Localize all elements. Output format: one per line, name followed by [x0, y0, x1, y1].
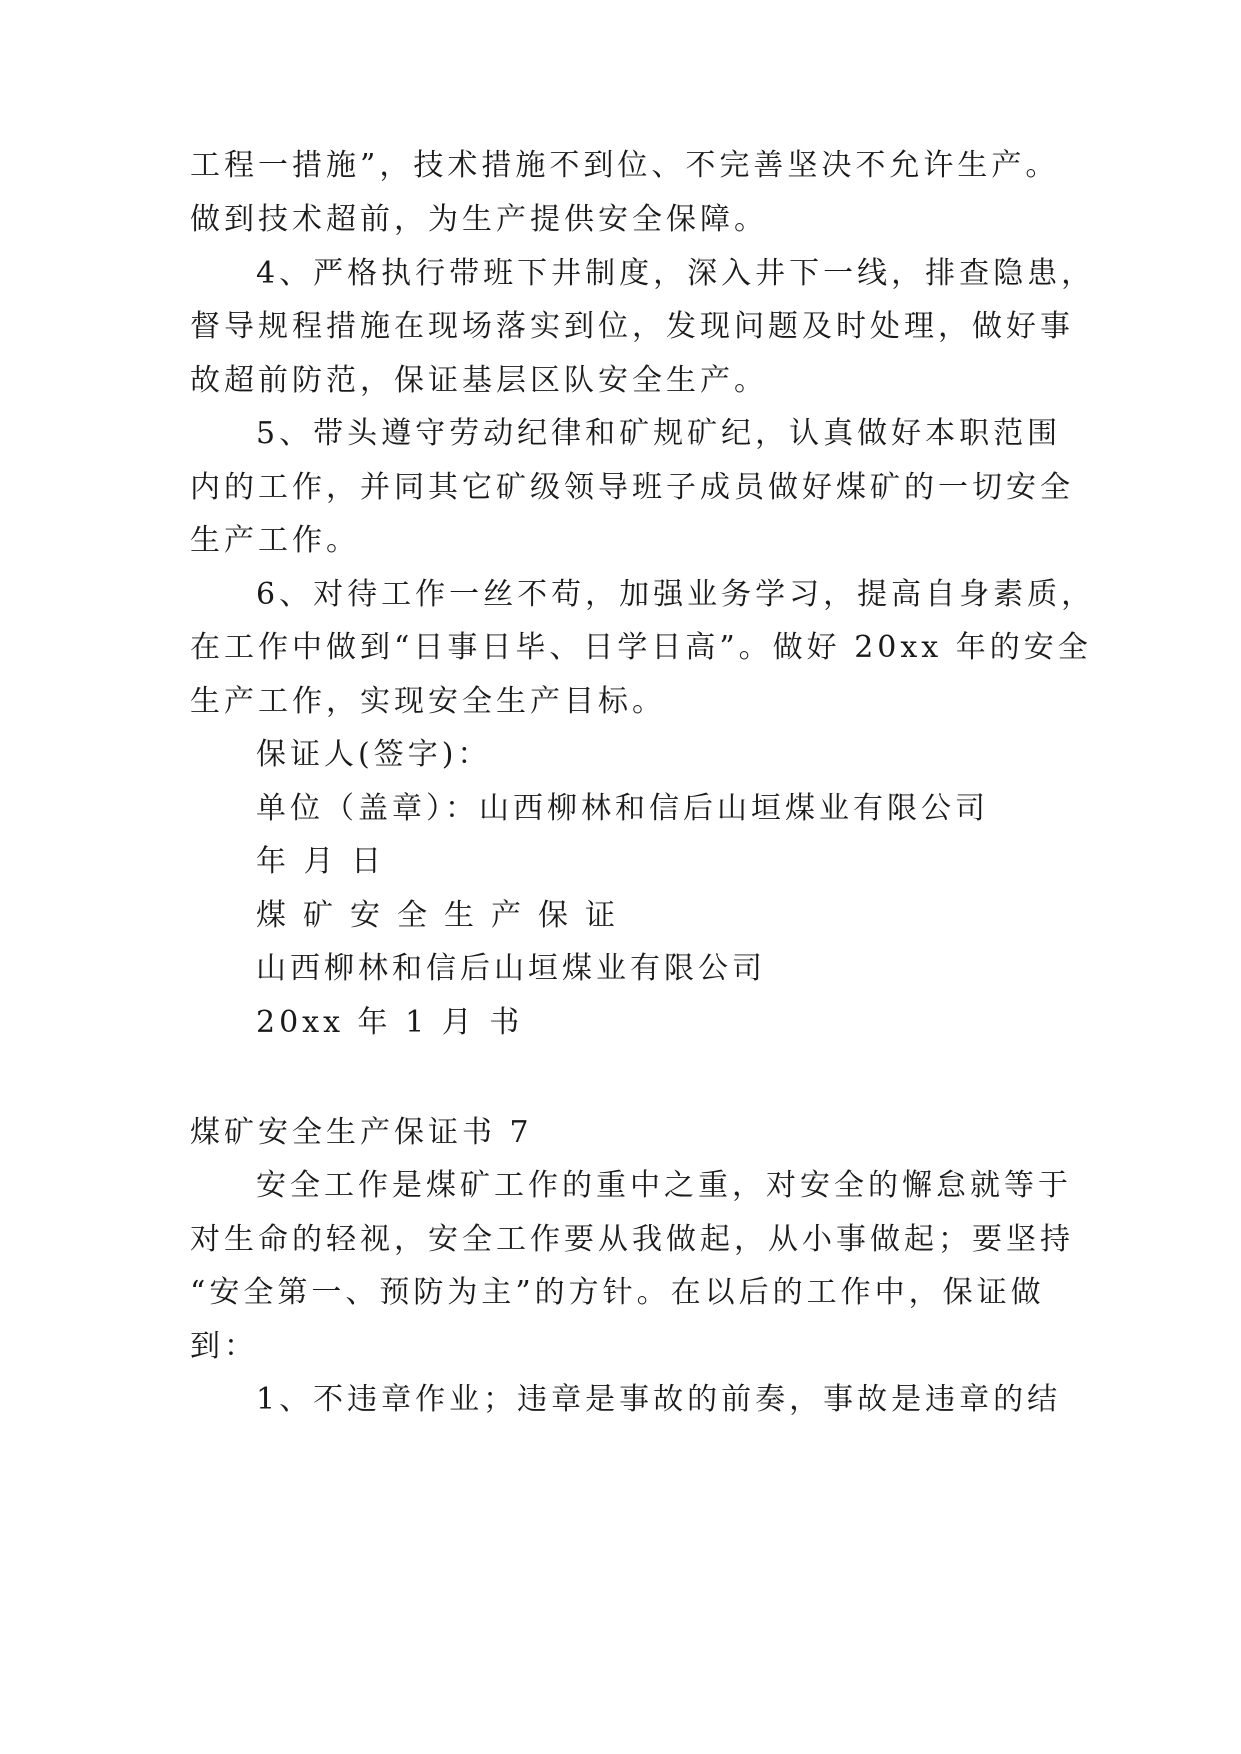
list-item-6-line: 在工作中做到“日事日毕、日学日高”。做好 20xx 年的安全 — [190, 630, 1092, 665]
paragraph-line: 工程一措施”，技术措施不到位、不完善坚决不允许生产。 — [190, 148, 1060, 183]
list-item-4-line: 4、严格执行带班下井制度，深入井下一线，排查隐患， — [256, 256, 1096, 291]
section-heading: 煤矿安全生产保证书 7 — [190, 1115, 533, 1150]
intro-line: 到： — [190, 1329, 258, 1364]
closing-title: 煤矿安全生产保证 — [256, 898, 632, 933]
list-item-6-line: 6、对待工作一丝不苟，加强业务学习，提高自身素质， — [256, 577, 1096, 612]
paragraph-line: 做到技术超前，为生产提供安全保障。 — [190, 202, 768, 237]
list-item-6-line: 生产工作，实现安全生产目标。 — [190, 684, 666, 719]
intro-line: 安全工作是煤矿工作的重中之重，对安全的懈怠就等于 — [256, 1168, 1072, 1203]
intro-line: “安全第一、预防为主”的方针。在以后的工作中，保证做 — [190, 1275, 1045, 1310]
guarantor-signature-label: 保证人(签字)： — [256, 737, 492, 772]
list-item-1-line: 1、不违章作业；违章是事故的前奏，事故是违章的结 — [256, 1382, 1062, 1417]
closing-company: 山西柳林和信后山垣煤业有限公司 — [256, 951, 766, 986]
list-item-5-line: 生产工作。 — [190, 523, 360, 558]
signature-date: 年 月 日 — [256, 844, 386, 879]
list-item-4-line: 督导规程措施在现场落实到位，发现问题及时处理，做好事 — [190, 309, 1074, 344]
intro-line: 对生命的轻视，安全工作要从我做起，从小事做起；要坚持 — [190, 1222, 1074, 1257]
unit-seal-label: 单位（盖章）：山西柳林和信后山垣煤业有限公司 — [256, 791, 989, 826]
list-item-5-line: 5、带头遵守劳动纪律和矿规矿纪，认真做好本职范围 — [256, 416, 1062, 451]
list-item-4-line: 故超前防范，保证基层区队安全生产。 — [190, 363, 768, 398]
list-item-5-line: 内的工作，并同其它矿级领导班子成员做好煤矿的一切安全 — [190, 470, 1074, 505]
closing-date: 20xx 年 1 月 书 — [256, 1005, 524, 1040]
